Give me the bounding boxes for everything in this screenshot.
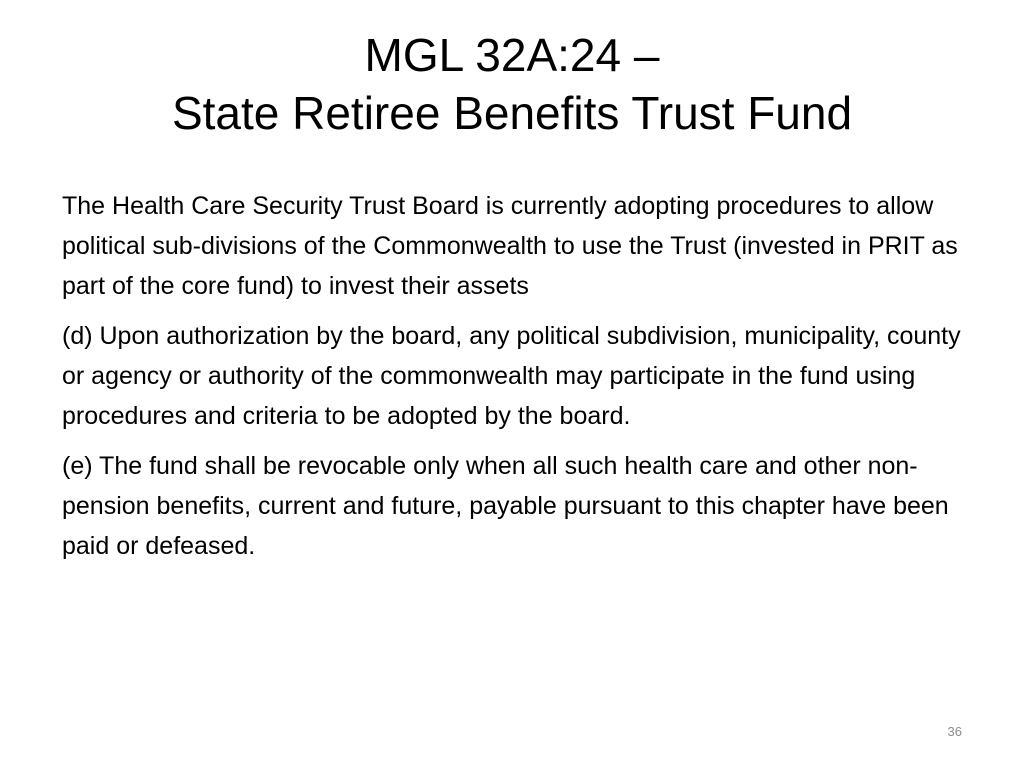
paragraph-d: (d) Upon authorization by the board, any political subdivision, municipality, county or agency or authority of the commonwealth may participate in the fund using procedures and criteria to be adopted by the board. <box>62 322 961 430</box>
paragraph-e: (e) The fund shall be revocable only when all such health care and other non-pension benefits, current and future, payable pursuant to this chapter have been paid or defeased. <box>62 452 949 560</box>
paragraph-intro: The Health Care Security Trust Board is currently adopting procedures to allow political sub-divisions of the Commonwealth to use the Trust (invested in PRIT as part of the core fund) to invest their assets <box>62 192 958 300</box>
slide-title <box>40 26 984 142</box>
slide-number: 36 <box>947 724 962 739</box>
slide-title-line-1: MGL 32A:24 – <box>364 29 660 81</box>
slide-title-line-2: State Retiree Benefits Trust Fund <box>171 87 853 139</box>
slide-body <box>62 186 972 576</box>
